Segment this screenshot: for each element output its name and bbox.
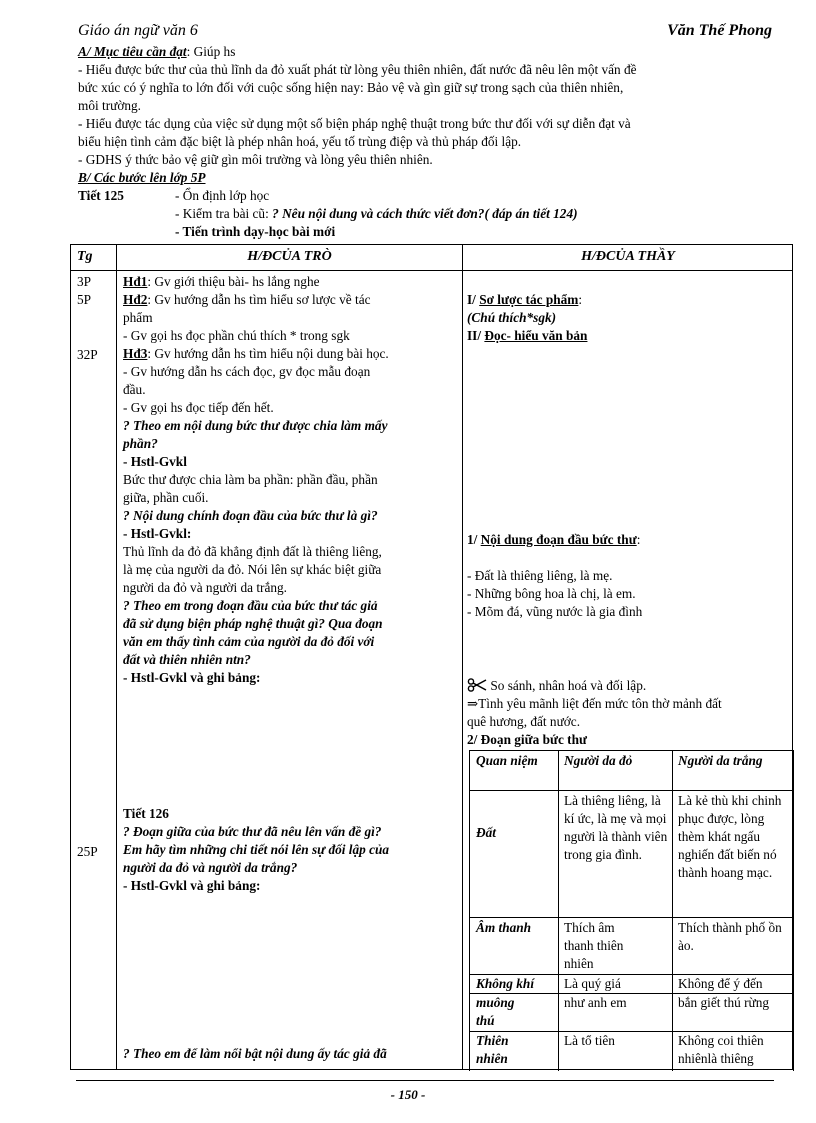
step-row bbox=[78, 187, 778, 205]
col-divider bbox=[116, 245, 117, 1069]
question-line: ? Nội dung chính đoạn đầu của bức thư là gì? bbox=[123, 508, 378, 523]
time-value: 25P bbox=[77, 844, 98, 859]
section-title: Đọc- hiểu văn bản bbox=[484, 328, 588, 343]
answer-line: là mẹ của người da đỏ. Nói lên sự khác biệt giữa bbox=[123, 562, 382, 577]
step-item: - Tiến trình dạy-học bài mới bbox=[175, 224, 336, 239]
objectives-heading bbox=[78, 43, 778, 61]
question-line: ? Theo em trong đoạn đầu của bức thư tác giả bbox=[123, 598, 378, 613]
compare-label: Âm thanh bbox=[476, 920, 532, 935]
question-line: người da đỏ và người da trắng? bbox=[123, 860, 298, 875]
doc-header-author: Văn Thế Phong bbox=[667, 22, 772, 39]
page-number: - 150 - bbox=[390, 1087, 426, 1102]
objective-line: - Hiểu được tác dụng của việc sử dụng một số biện pháp nghệ thuật trong bức thư đối với sự diễn đạt và bbox=[78, 116, 631, 131]
compare-label: Đất bbox=[476, 825, 496, 840]
question-line: văn em thấy tình cảm của người da đỏ đối với bbox=[123, 634, 375, 649]
col-divider bbox=[672, 750, 673, 1071]
bullet-line: - Mõm đá, vũng nước là gia đình bbox=[467, 604, 643, 619]
teacher-bullets bbox=[467, 567, 793, 621]
question-line: Em hãy tìm những chi tiết nói lên sự đối lập của bbox=[123, 842, 390, 857]
activity-line: - Gv gọi hs đọc tiếp đến hết. bbox=[123, 400, 274, 415]
objective-line: - GDHS ý thức bảo vệ giữ gìn môi trường và lòng yêu thiên nhiên. bbox=[78, 152, 433, 167]
compare-label: muông thú bbox=[476, 995, 515, 1028]
section-heading: 2/ Đoạn giữa bức thư bbox=[467, 732, 587, 747]
time-value: 3P bbox=[77, 274, 92, 289]
col-header-teacher: H/ĐCỦA THẦY bbox=[581, 249, 675, 264]
conclusion-line: quê hương, đất nước. bbox=[467, 714, 581, 729]
objective-line: biểu hiện tình cảm đặc biệt là phép nhân hoá, yếu tố trùng điệp và thủ pháp đối lập. bbox=[78, 134, 522, 149]
section-num: 1/ bbox=[467, 532, 481, 547]
lesson-intro bbox=[78, 43, 778, 241]
activity-line: - Gv gọi hs đọc phần chú thích * trong sgk bbox=[123, 328, 350, 343]
activity-text: : Gv hướng dẫn hs tìm hiểu nội dung bài học. bbox=[147, 346, 389, 361]
doc-header-subject: Giáo án ngữ văn 6 bbox=[78, 22, 198, 39]
answer-label: - Hstl-Gvkl và ghi bảng: bbox=[123, 878, 261, 893]
scissors-icon bbox=[467, 678, 487, 692]
student-activities-2 bbox=[123, 805, 455, 895]
section-title: Nội dung đoạn đầu bức thư bbox=[480, 532, 637, 547]
conclusion-line bbox=[467, 695, 793, 713]
activity-text: : Gv giới thiệu bài- hs lắng nghe bbox=[147, 274, 320, 289]
footer-rule bbox=[76, 1080, 774, 1081]
compare-red: Là thiêng liêng, là kí ức, là mẹ và mọi người là thành viên trong gia đình. bbox=[564, 793, 668, 862]
activity-line: - Gv hướng dẫn hs cách đọc, gv đọc mẫu đoạn bbox=[123, 364, 371, 379]
compare-red: Là quý giá bbox=[564, 976, 621, 991]
answer-line: người da đỏ và người da trắng. bbox=[123, 580, 287, 595]
col-divider bbox=[558, 750, 559, 1071]
lesson-number: Tiết 125 bbox=[78, 188, 124, 203]
compare-header: Quan niệm bbox=[476, 753, 538, 768]
col-header-time: Tg bbox=[77, 249, 93, 264]
step-item: - Ổn định lớp học bbox=[175, 188, 270, 203]
step-item bbox=[175, 205, 578, 223]
bullet-line: - Những bông hoa là chị, là em. bbox=[467, 586, 636, 601]
row-divider bbox=[470, 790, 793, 791]
compare-red: Là tổ tiên bbox=[564, 1033, 615, 1048]
question-line: đã sử dụng biện pháp nghệ thuật gì? Qua đoạn bbox=[123, 616, 383, 631]
activity-text: : Gv hướng dẫn hs tìm hiểu sơ lược về tác bbox=[147, 292, 371, 307]
art-line bbox=[467, 677, 793, 695]
objective-line: - Hiểu được bức thư của thủ lĩnh da đỏ xuất phát từ lòng yêu thiên nhiên, đất nước đã nêu lên một vấn đề bbox=[78, 62, 637, 77]
objective-line: môi trường. bbox=[78, 98, 141, 113]
activity-label: Hđ1 bbox=[123, 274, 148, 289]
objectives-title: A/ Mục tiêu cần đạt bbox=[78, 44, 187, 59]
section-tail: : bbox=[578, 292, 583, 307]
check-question: ? Nêu nội dung và cách thức viết đơn?( đáp án tiết 124) bbox=[272, 206, 578, 221]
comparison-table bbox=[469, 750, 793, 1071]
activity-line bbox=[123, 291, 455, 309]
compare-header: Người da đỏ bbox=[564, 753, 633, 768]
header-divider bbox=[71, 270, 792, 271]
row-divider bbox=[470, 917, 793, 918]
section-tail: : bbox=[636, 532, 641, 547]
answer-line: Thủ lĩnh da đỏ đã khẳng định đất là thiêng liêng, bbox=[123, 544, 382, 559]
section-heading bbox=[467, 531, 793, 549]
compare-red: Thích âm thanh thiên nhiên bbox=[564, 920, 624, 971]
compare-header: Người da trắng bbox=[678, 753, 763, 768]
activity-line bbox=[123, 345, 455, 363]
answer-label: - Hstl-Gvkl và ghi bảng: bbox=[123, 670, 261, 685]
activity-line: đầu. bbox=[123, 382, 146, 397]
conclusion-text: Tình yêu mãnh liệt đến mức tôn thờ mảnh đất bbox=[478, 696, 722, 711]
teacher-notes-part1 bbox=[467, 531, 793, 549]
teacher-notes bbox=[467, 291, 793, 345]
activity-label: Hđ3 bbox=[123, 346, 148, 361]
steps-heading: B/ Các bước lên lớp 5P bbox=[78, 170, 206, 185]
question-line: ? Đoạn giữa của bức thư đã nêu lên vấn đề gì? bbox=[123, 824, 382, 839]
section-heading bbox=[467, 327, 793, 345]
objectives-title-tail: : Giúp hs bbox=[186, 44, 236, 59]
answer-line: Bức thư được chia làm ba phần: phần đầu, phần bbox=[123, 472, 378, 487]
student-activities bbox=[123, 273, 455, 687]
compare-white: bắn giết thú rừng bbox=[678, 995, 770, 1010]
compare-white: Không coi thiên nhiênlà thiêng bbox=[678, 1033, 764, 1066]
activity-line bbox=[123, 273, 455, 291]
compare-white: Là kẻ thù khi chinh phục được, lòng thèm khát ngấu nghiến đất biến nó thành hoang mạc. bbox=[678, 793, 782, 880]
teacher-conclusion bbox=[467, 677, 793, 749]
col-divider bbox=[793, 750, 794, 1071]
compare-white: Không để ý đến bbox=[678, 976, 763, 991]
compare-red: như anh em bbox=[564, 995, 627, 1010]
lesson-table bbox=[70, 244, 793, 1070]
step-item-text: - Kiểm tra bài cũ: bbox=[175, 206, 273, 221]
question-line: đất và thiên nhiên ntn? bbox=[123, 652, 251, 667]
compare-white: Thích thành phố ồn ào. bbox=[678, 920, 782, 953]
section-num: I/ bbox=[467, 292, 480, 307]
bullet-line: - Đất là thiêng liêng, là mẹ. bbox=[467, 568, 613, 583]
lesson-number: Tiết 126 bbox=[123, 806, 169, 821]
arrow-icon: ⇒ bbox=[467, 696, 479, 711]
objective-line: bức xúc có ý nghĩa to lớn đối với cuộc sống hiện nay: Bảo vệ và gìn giữ sự trong sạch của thiên nhiên, bbox=[78, 80, 624, 95]
question-line: ? Theo em để làm nổi bật nội dung ấy tác giả đã bbox=[123, 1046, 387, 1061]
question-line: ? Theo em nội dung bức thư được chia làm mấy bbox=[123, 418, 388, 433]
answer-label: - Hstl-Gvkl bbox=[123, 454, 187, 469]
art-text: So sánh, nhân hoá và đối lập. bbox=[490, 678, 647, 693]
col-header-student: H/ĐCỦA TRÒ bbox=[247, 249, 332, 264]
section-title: Sơ lược tác phẩm bbox=[479, 292, 579, 307]
step-row bbox=[78, 223, 778, 241]
activity-label: Hđ2 bbox=[123, 292, 148, 307]
compare-label: Không khí bbox=[476, 976, 535, 991]
section-note: (Chú thích*sgk) bbox=[467, 310, 557, 325]
question-line: phần? bbox=[123, 436, 158, 451]
col-divider bbox=[462, 245, 463, 1069]
section-heading bbox=[467, 291, 793, 309]
compare-label: Thiên nhiên bbox=[476, 1033, 509, 1066]
time-value: 32P bbox=[77, 347, 98, 362]
time-value: 5P bbox=[77, 292, 92, 307]
row-divider bbox=[470, 750, 793, 751]
activity-line: phẩm bbox=[123, 310, 153, 325]
answer-label: - Hstl-Gvkl: bbox=[123, 526, 192, 541]
step-row bbox=[78, 205, 778, 223]
answer-line: giữa, phần cuối. bbox=[123, 490, 209, 505]
section-num: II/ bbox=[467, 328, 485, 343]
